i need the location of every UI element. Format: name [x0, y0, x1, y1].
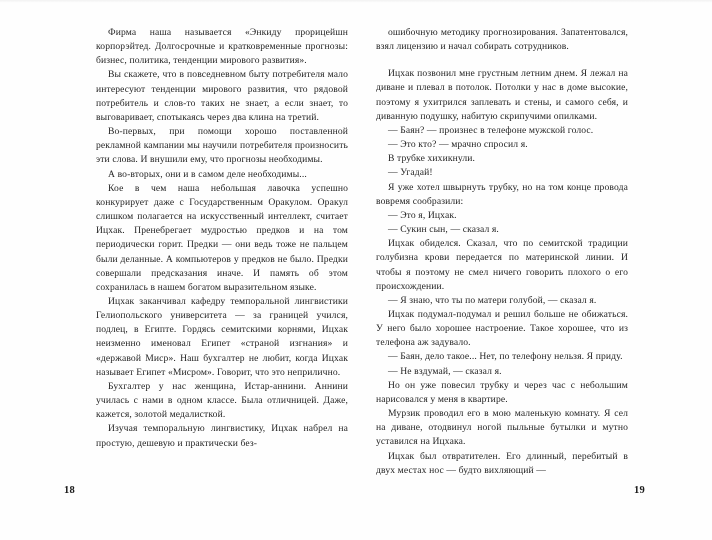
right-page-text-column — [376, 26, 628, 478]
paragraph: Ицхак позвонил мне грустным летним днем. Я лежал на диване и плевал в потолок. Потолки у нас в доме высокие, поэтому я ухитрился заплевать и стены, и самого себя, и диванную подушку, набитую скрипучими опилками. — [376, 68, 628, 122]
left-page-text-column — [96, 26, 348, 451]
paragraph: Фирма наша называется «Энкиду прорицейшн корпорэйтед. Долгосрочные и кратковременные прогнозы: бизнес, политика, тенденции мирового развития». — [96, 27, 348, 67]
paragraph: ошибочную методику прогнозирования. Запатентовался, взял лицензию и начал собирать сотрудников. — [376, 27, 628, 53]
paragraph: — Я знаю, что ты по матери голубой, — сказал я. — [388, 294, 597, 306]
paragraph: Мурзик проводил его в мою маленькую комнату. Я сел на диване, отодвинул ногой пыльные бутылки и мутно уставился на Ицхака. — [376, 408, 628, 448]
page-number-left: 18 — [64, 485, 75, 496]
paragraph: Вы скажете, что в повседневном быту потребителя мало интересуют тенденции мирового развития, что рядовой потребитель и слов-то таких не знает, а если знает, то выговаривает, спотыкаясь через два клина на третий. — [96, 69, 348, 123]
paragraph: Во-первых, при помощи хорошо поставленной рекламной кампании мы научили потребителя произносить эти слова. И внушили ему, что прогнозы необходимы. — [96, 126, 348, 166]
paragraph: Изучая темпоральную лингвистику, Ицхак набрел на простую, дешевую и практически без- — [96, 423, 348, 449]
paragraph: А во-вторых, они и в самом деле необходимы... — [108, 168, 307, 180]
paragraph: Ицхак заканчивал кафедру темпоральной лингвистики Гелиопольского университета — за границей учился, подлец, в Египте. Гордясь семитскими корнями, Ицхак неизменно именовал Египет «страной изгнания» и «державой Миср». Наш бухгалтер не любит, когда Ицхак называет Египет «Мисром». Говорит, что это неприлично. — [96, 295, 348, 378]
paragraph: — Баян? — произнес в телефоне мужской голос. — [388, 124, 594, 136]
paragraph: Я уже хотел швырнуть трубку, но на том конце провода вовремя сообразили: — [376, 181, 628, 207]
paragraph: Ицхак обиделся. Сказал, что по семитской традиции голубизна крови передается по материнской линии. И чтобы я поэтому не смел ничего говорить плохого о его происхождении. — [376, 238, 628, 292]
paragraph: В трубке хихикнули. — [388, 153, 476, 165]
paragraph: — Баян, дело такое... Нет, по телефону нельзя. Я приду. — [388, 351, 623, 363]
paragraph: Ицхак подумал-подумал и решил больше не обижаться. У него было хорошее настроение. Такое хорошее, что из телефона аж задувало. — [376, 308, 628, 349]
scan-edge-artifact — [0, 0, 712, 3]
page-number-right: 19 — [634, 485, 645, 496]
paragraph: — Сукин сын, — сказал я. — [388, 224, 499, 236]
paragraph: Ицхак был отвратителен. Его длинный, перебитый в двух местах нос — будто вихляющий — — [376, 450, 628, 476]
paragraph: Но он уже повесил трубку и через час с небольшим нарисовался у меня в квартире. — [376, 379, 628, 405]
paragraph: — Это я, Ицхак. — [388, 209, 457, 221]
paragraph: Бухгалтер у нас женщина, Истар-аннини. Аннини училась с нами в одном классе. Была отличницей. Даже, кажется, золотой медалисткой. — [96, 380, 348, 421]
paragraph: — Это кто? — мрачно спросил я. — [388, 139, 528, 151]
paragraph: Кое в чем наша небольшая лавочка успешно конкурирует даже с Государственным Оракулом. Оракул слишком полагается на искусственный интеллект, считает Ицхак. Пренебрегает мудростью предков и на том периодически горит. Предки — они ведь тоже не пальцем были деланные. А компьютеров у предков не было. Предки совершали предсказания иначе. И память об этом сохранилась в нашем богатом выразительном языке. — [96, 182, 348, 293]
paragraph: — Не вздумай, — сказал я. — [388, 365, 502, 377]
paragraph: — Угадай! — [388, 167, 433, 179]
